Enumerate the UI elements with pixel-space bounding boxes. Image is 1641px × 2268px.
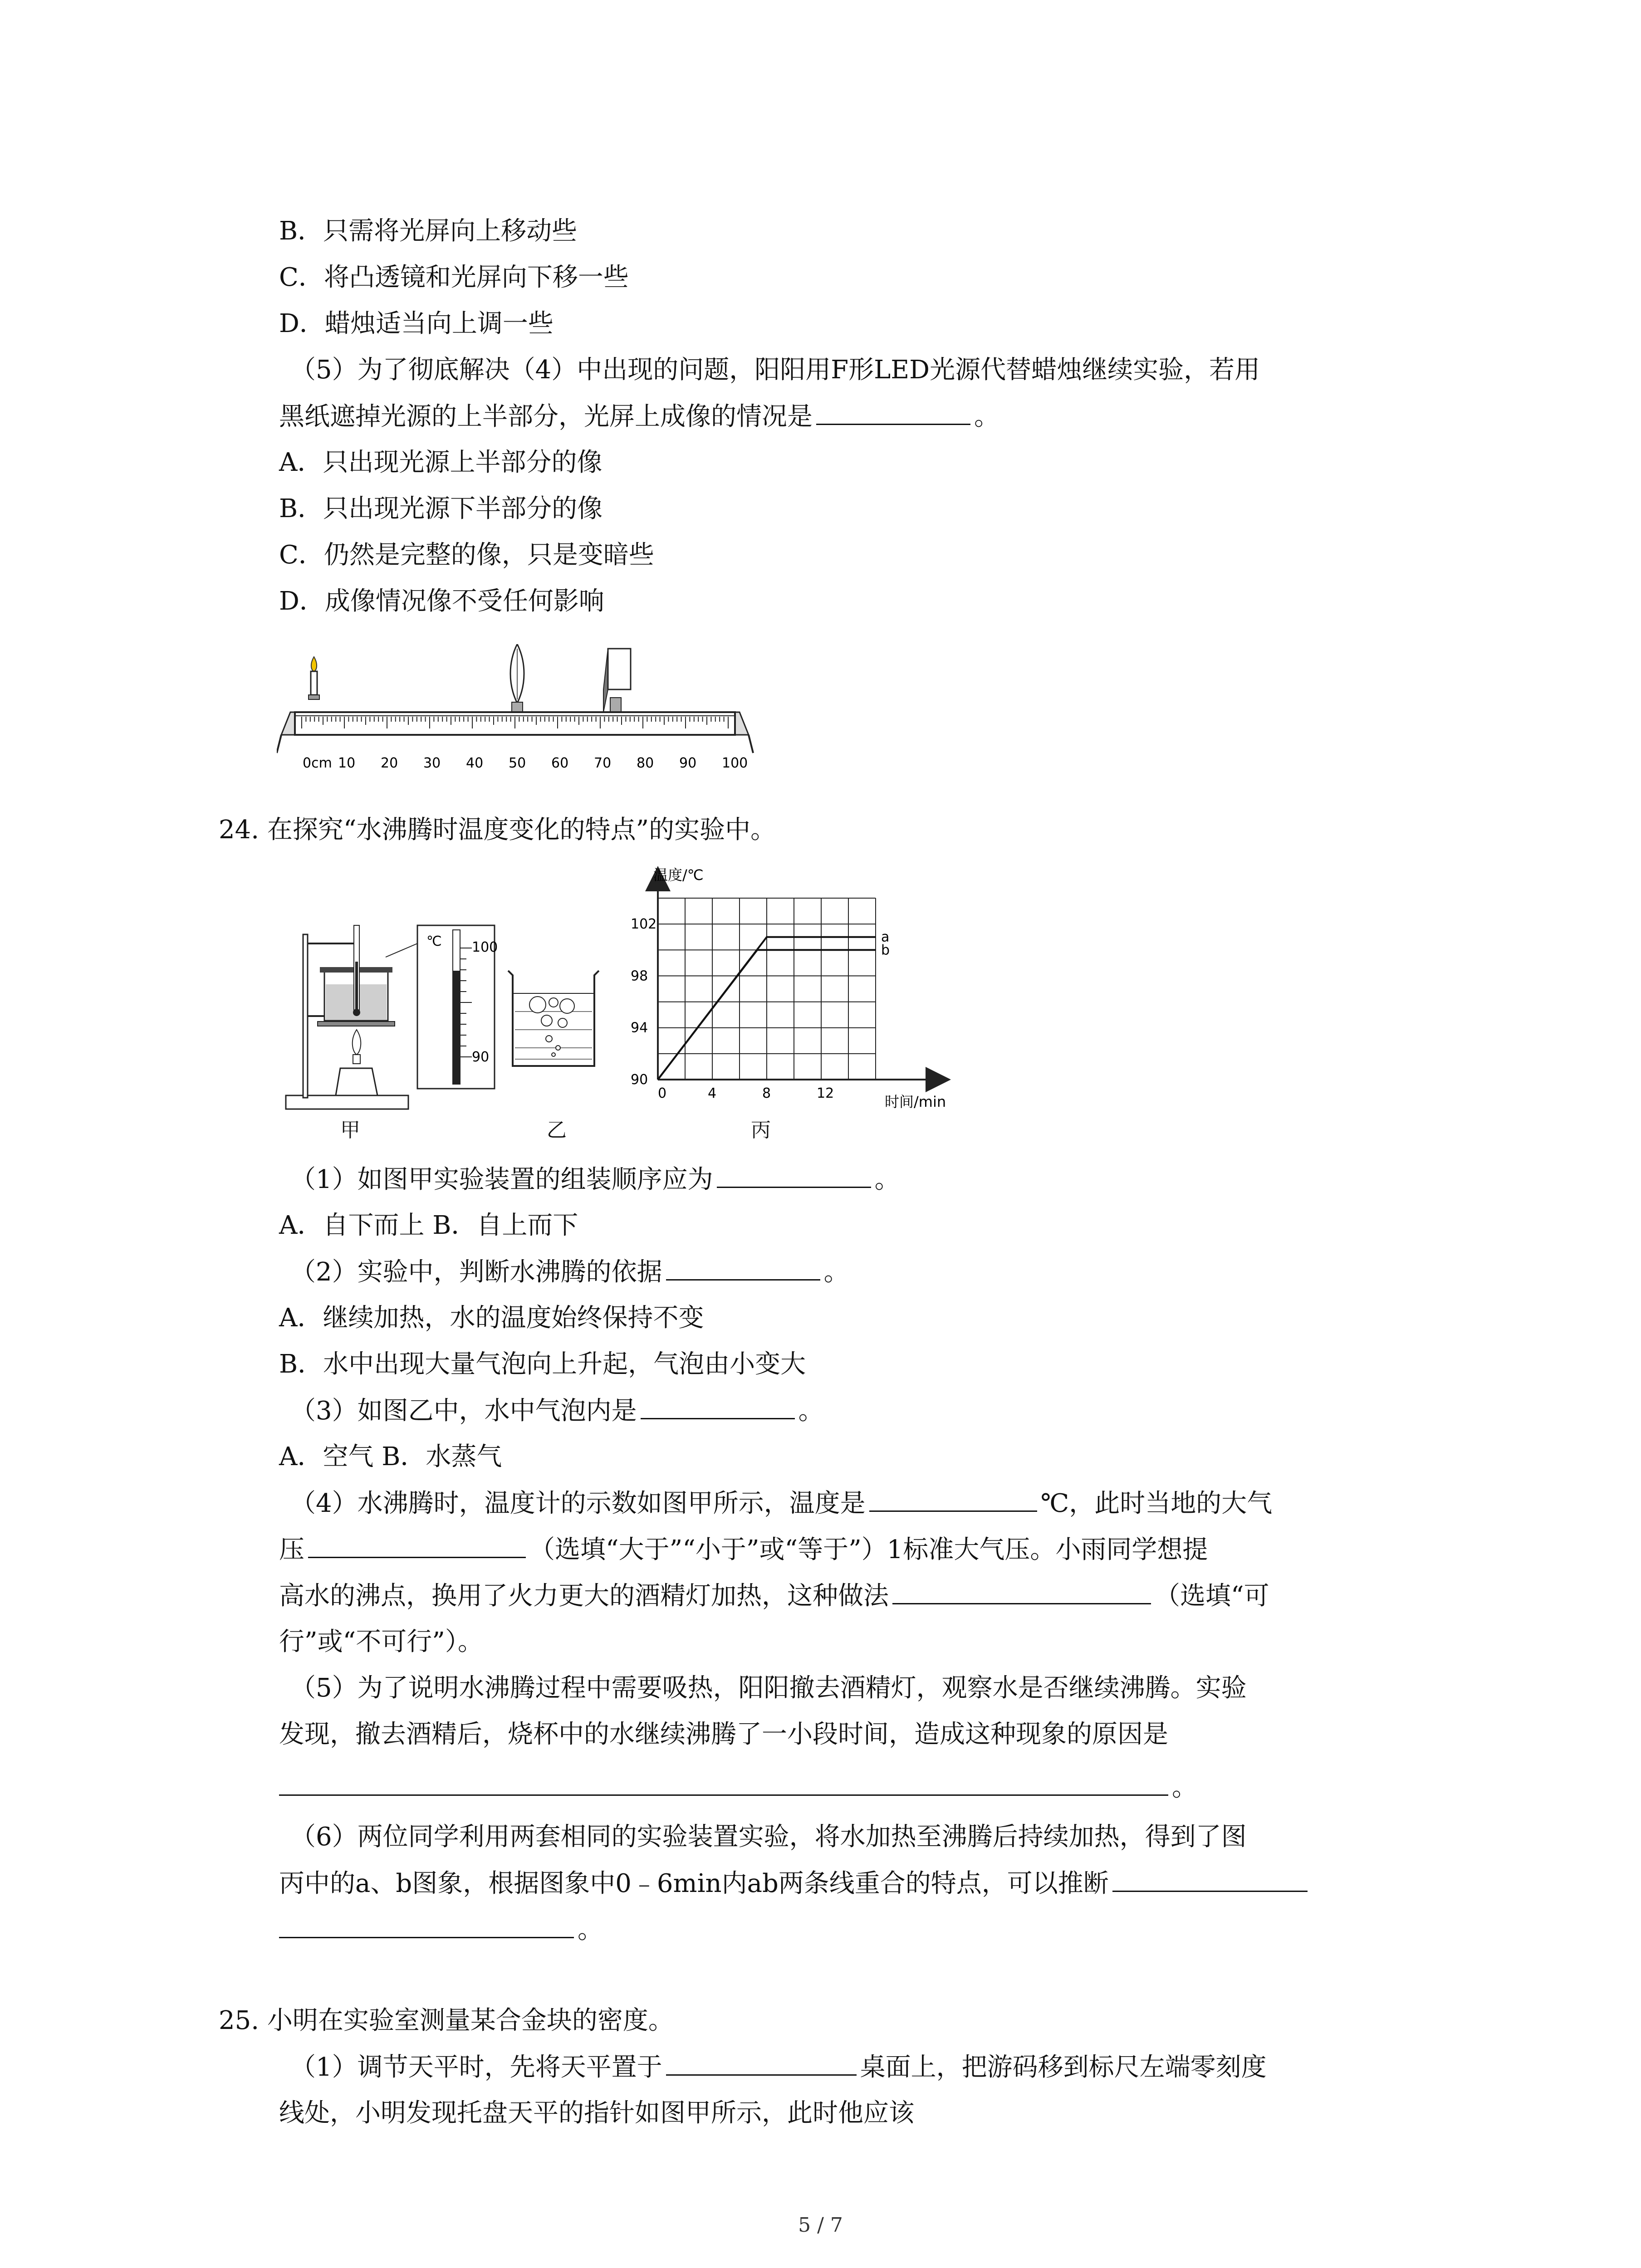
q24-part1-options: A．自下而上 B．自上而下 <box>279 1211 578 1240</box>
q24-part2-option-b: B．水中出现大量气泡向上升起，气泡由小变大 <box>279 1349 806 1379</box>
x-tick-label: 8 <box>762 1085 771 1101</box>
q23-part5-option-b: B．只出现光源下半部分的像 <box>279 494 603 523</box>
q25-title: 25. 小明在实验室测量某合金块的密度。 <box>219 2006 674 2035</box>
alcohol-lamp-icon <box>336 1030 377 1095</box>
q24-part2: （2）实验中，判断水沸腾的依据 。 <box>290 1254 849 1290</box>
chart-y-label: 温度/℃ <box>653 866 704 884</box>
q24-part5-line1: （5）为了说明水沸腾过程中需要吸热，阳阳撤去酒精灯，观察水是否继续沸腾。实验 <box>290 1673 1247 1703</box>
q23-option-c: C．将凸透镜和光屏向下移一些 <box>279 263 629 292</box>
x-tick-label: 12 <box>817 1085 834 1101</box>
figure-caption-bing: 丙 <box>751 1119 771 1142</box>
answer-blank[interactable] <box>666 2049 857 2076</box>
figure-caption-yi: 乙 <box>547 1119 567 1142</box>
q24-part3-options: A．空气 B．水蒸气 <box>279 1442 502 1471</box>
figure-caption-jia: 甲 <box>340 1119 360 1142</box>
ruler-label: 0cm <box>303 755 332 771</box>
answer-blank[interactable] <box>717 1161 871 1188</box>
x-tick-label: 4 <box>708 1085 717 1101</box>
x-tick-label: 0 <box>658 1085 667 1101</box>
q23-part5-line2: 黑纸遮掉光源的上半部分，光屏上成像的情况是 。 <box>279 398 999 435</box>
q24-part4-line2: 压 （选填“大于”“小于”或“等于”）1标准大气压。小雨同学想提 <box>279 1531 1208 1568</box>
thermometer-unit: ℃ <box>426 934 442 949</box>
chart-x-label: 时间/min <box>885 1093 946 1110</box>
ruler-label: 90 <box>679 755 697 771</box>
q23-part5-option-a: A．只出现光源上半部分的像 <box>279 448 603 477</box>
chart-grid <box>658 898 876 1080</box>
page-number: 5 / 7 <box>798 2214 843 2237</box>
q24-part4-line3: 高水的沸点，换用了火力更大的酒精灯加热，这种做法 （选填“可 <box>279 1578 1269 1614</box>
q25-part1-line2: 线处，小明发现托盘天平的指针如图甲所示，此时他应该 <box>279 2098 914 2128</box>
q23-option-d: D．蜡烛适当向上调一些 <box>279 309 554 338</box>
answer-blank[interactable] <box>308 1531 526 1558</box>
temperature-time-chart <box>626 862 971 1116</box>
ruler-labels <box>303 755 748 771</box>
ruler-label: 60 <box>551 755 569 771</box>
thermometer-in-beaker-icon <box>353 925 360 1016</box>
answer-blank[interactable] <box>641 1393 795 1419</box>
chart-x-tick-labels <box>658 1085 834 1101</box>
q24-part1: （1）如图甲实验装置的组装顺序应为 。 <box>290 1161 900 1198</box>
y-tick-label: 90 <box>631 1072 648 1088</box>
q23-part5-line1: （5）为了彻底解决（4）中出现的问题，阳阳用F形LED光源代替蜡烛继续实验，若用 <box>290 355 1260 385</box>
q24-part5-line2: 发现，撤去酒精后，烧杯中的水继续沸腾了一小段时间，造成这种现象的原因是 <box>279 1720 1168 1749</box>
q24-part5-line3: 。 <box>279 1769 1197 1806</box>
ruler-label: 30 <box>423 755 441 771</box>
ruler-label: 10 <box>338 755 356 771</box>
optical-bench-figure <box>277 644 758 771</box>
answer-blank[interactable] <box>279 1911 574 1938</box>
ruler-label: 100 <box>722 755 748 771</box>
q24-part4-line4: 行”或“不可行”）。 <box>279 1627 483 1657</box>
ruler-label: 70 <box>594 755 612 771</box>
q23-option-b: B．只需将光屏向上移动些 <box>279 216 578 246</box>
convex-lens-icon <box>510 644 524 712</box>
q24-part4-line1: （4）水沸腾时，温度计的示数如图甲所示，温度是 ℃，此时当地的大气 <box>290 1485 1272 1522</box>
q24-part6-line1: （6）两位同学利用两套相同的实验装置实验，将水加热至沸腾后持续加热，得到了图 <box>290 1822 1247 1852</box>
ruler-label: 80 <box>637 755 654 771</box>
bubbles-beaker-figure <box>504 962 608 1080</box>
answer-blank[interactable] <box>869 1485 1037 1512</box>
light-screen-icon <box>603 649 631 712</box>
thermometer-label-90: 90 <box>472 1049 490 1065</box>
q24-part6-line2: 丙中的a、b图象，根据图象中0﹣6min内ab两条线重合的特点，可以推断 <box>279 1865 1311 1902</box>
y-tick-label: 94 <box>631 1020 648 1036</box>
q24-part6-line3: 。 <box>279 1911 603 1948</box>
answer-blank[interactable] <box>1112 1865 1308 1892</box>
q24-part2-option-a: A．继续加热，水的温度始终保持不变 <box>279 1303 704 1333</box>
chart-series <box>658 929 890 1080</box>
q24-part3: （3）如图乙中，水中气泡内是 。 <box>290 1393 824 1429</box>
thermometer-label-100: 100 <box>472 939 498 955</box>
answer-blank[interactable] <box>279 1769 1168 1796</box>
series-label-a: a <box>881 929 890 945</box>
ruler-label: 40 <box>466 755 484 771</box>
answer-blank[interactable] <box>816 398 970 425</box>
ruler-label: 50 <box>509 755 526 771</box>
q23-part5-option-d: D．成像情况像不受任何影响 <box>279 587 604 616</box>
series-label-b: b <box>881 942 890 958</box>
answer-blank[interactable] <box>892 1578 1151 1604</box>
candle-icon <box>309 657 319 699</box>
ruler-label: 20 <box>381 755 398 771</box>
q24-title: 24. 在探究“水沸腾时温度变化的特点”的实验中。 <box>219 815 776 845</box>
y-tick-label: 102 <box>631 916 657 933</box>
q25-part1-line1: （1）调节天平时，先将天平置于 桌面上，把游码移到标尺左端零刻度 <box>290 2049 1267 2086</box>
q23-part5-option-c: C．仍然是完整的像，只是变暗些 <box>279 540 654 570</box>
y-tick-label: 98 <box>631 968 648 984</box>
answer-blank[interactable] <box>666 1254 820 1281</box>
chart-y-tick-labels <box>631 916 656 1088</box>
